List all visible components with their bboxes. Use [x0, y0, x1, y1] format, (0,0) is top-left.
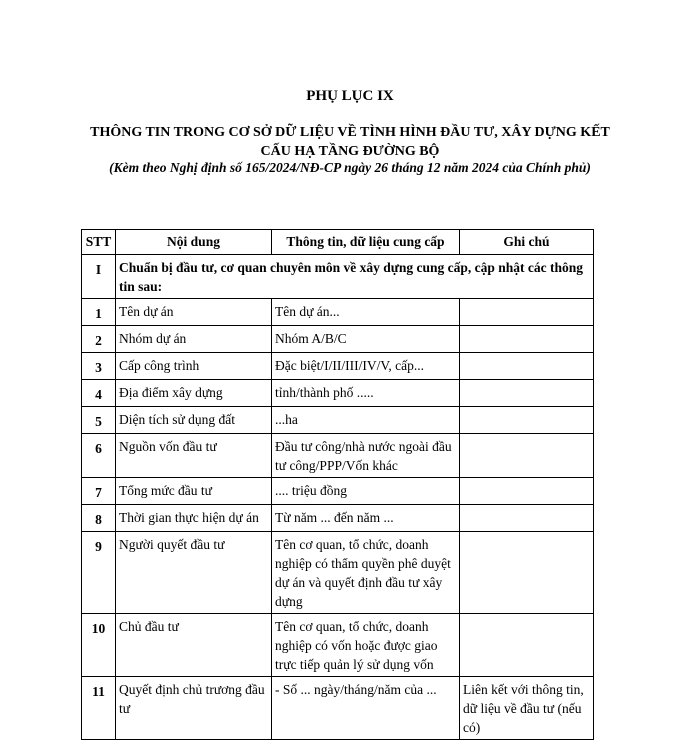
row-info: ...ha — [272, 407, 460, 434]
row-content: Quyết định chủ trương đầu tư — [116, 677, 272, 740]
row-content: Tổng mức đầu tư — [116, 478, 272, 505]
row-info: Đầu tư công/nhà nước ngoài đầu tư công/PPP/Vốn khác — [272, 434, 460, 478]
row-note — [460, 478, 594, 505]
row-number: 9 — [82, 532, 116, 614]
table-row — [82, 434, 594, 478]
table-row — [82, 407, 594, 434]
row-number: 2 — [82, 326, 116, 353]
row-info: - Số ... ngày/tháng/năm của ... — [272, 677, 460, 740]
row-note — [460, 299, 594, 326]
row-content: Nguồn vốn đầu tư — [116, 434, 272, 478]
row-note — [460, 353, 594, 380]
section-text: Chuẩn bị đầu tư, cơ quan chuyên môn về xây dựng cung cấp, cập nhật các thông tin sau: — [116, 255, 594, 299]
row-content: Cấp công trình — [116, 353, 272, 380]
row-number: 5 — [82, 407, 116, 434]
row-content: Diện tích sử dụng đất — [116, 407, 272, 434]
row-note — [460, 614, 594, 677]
row-number: 6 — [82, 434, 116, 478]
header-content: Nội dung — [116, 230, 272, 255]
row-number: 1 — [82, 299, 116, 326]
row-note — [460, 434, 594, 478]
table-row — [82, 478, 594, 505]
row-note: Liên kết với thông tin, dữ liệu về đầu tư (nếu có) — [460, 677, 594, 740]
row-info: Tên cơ quan, tổ chức, doanh nghiệp có vốn hoặc được giao trực tiếp quản lý sử dụng vốn — [272, 614, 460, 677]
row-info: Từ năm ... đến năm ... — [272, 505, 460, 532]
row-info: tỉnh/thành phố ..... — [272, 380, 460, 407]
row-number: 11 — [82, 677, 116, 740]
row-content: Tên dự án — [116, 299, 272, 326]
section-row — [82, 255, 594, 299]
table-row — [82, 353, 594, 380]
table-header-row — [82, 230, 594, 255]
row-content: Người quyết đầu tư — [116, 532, 272, 614]
table-row — [82, 380, 594, 407]
section-number: I — [82, 255, 116, 299]
row-content: Địa điểm xây dựng — [116, 380, 272, 407]
table-row — [82, 677, 594, 740]
row-number: 10 — [82, 614, 116, 677]
document-title: THÔNG TIN TRONG CƠ SỞ DỮ LIỆU VỀ TÌNH HÌNH ĐẦU TƯ, XÂY DỰNG KẾT CẤU HẠ TẦNG ĐƯỜNG BỘ — [90, 125, 610, 159]
row-note — [460, 532, 594, 614]
row-info: Nhóm A/B/C — [272, 326, 460, 353]
row-info: Đặc biệt/I/II/III/IV/V, cấp... — [272, 353, 460, 380]
header-info: Thông tin, dữ liệu cung cấp — [272, 230, 460, 255]
row-content: Nhóm dự án — [116, 326, 272, 353]
row-info: Tên cơ quan, tổ chức, doanh nghiệp có thẩm quyền phê duyệt dự án và quyết định đầu tư xây dựng — [272, 532, 460, 614]
header-stt: STT — [82, 230, 116, 255]
row-note — [460, 407, 594, 434]
appendix-heading: PHỤ LỤC IX — [306, 88, 394, 104]
document-subtitle: (Kèm theo Nghị định số 165/2024/NĐ-CP ngày 26 tháng 12 năm 2024 của Chính phủ) — [109, 160, 591, 175]
data-table — [81, 229, 594, 740]
row-content: Thời gian thực hiện dự án — [116, 505, 272, 532]
table-row — [82, 326, 594, 353]
row-info: .... triệu đồng — [272, 478, 460, 505]
table-row — [82, 505, 594, 532]
row-note — [460, 505, 594, 532]
row-number: 4 — [82, 380, 116, 407]
row-note — [460, 326, 594, 353]
row-info: Tên dự án... — [272, 299, 460, 326]
row-note — [460, 380, 594, 407]
header-note: Ghi chú — [460, 230, 594, 255]
table-row — [82, 299, 594, 326]
row-number: 8 — [82, 505, 116, 532]
row-number: 7 — [82, 478, 116, 505]
row-content: Chủ đầu tư — [116, 614, 272, 677]
table-row — [82, 532, 594, 614]
table-row — [82, 614, 594, 677]
row-number: 3 — [82, 353, 116, 380]
